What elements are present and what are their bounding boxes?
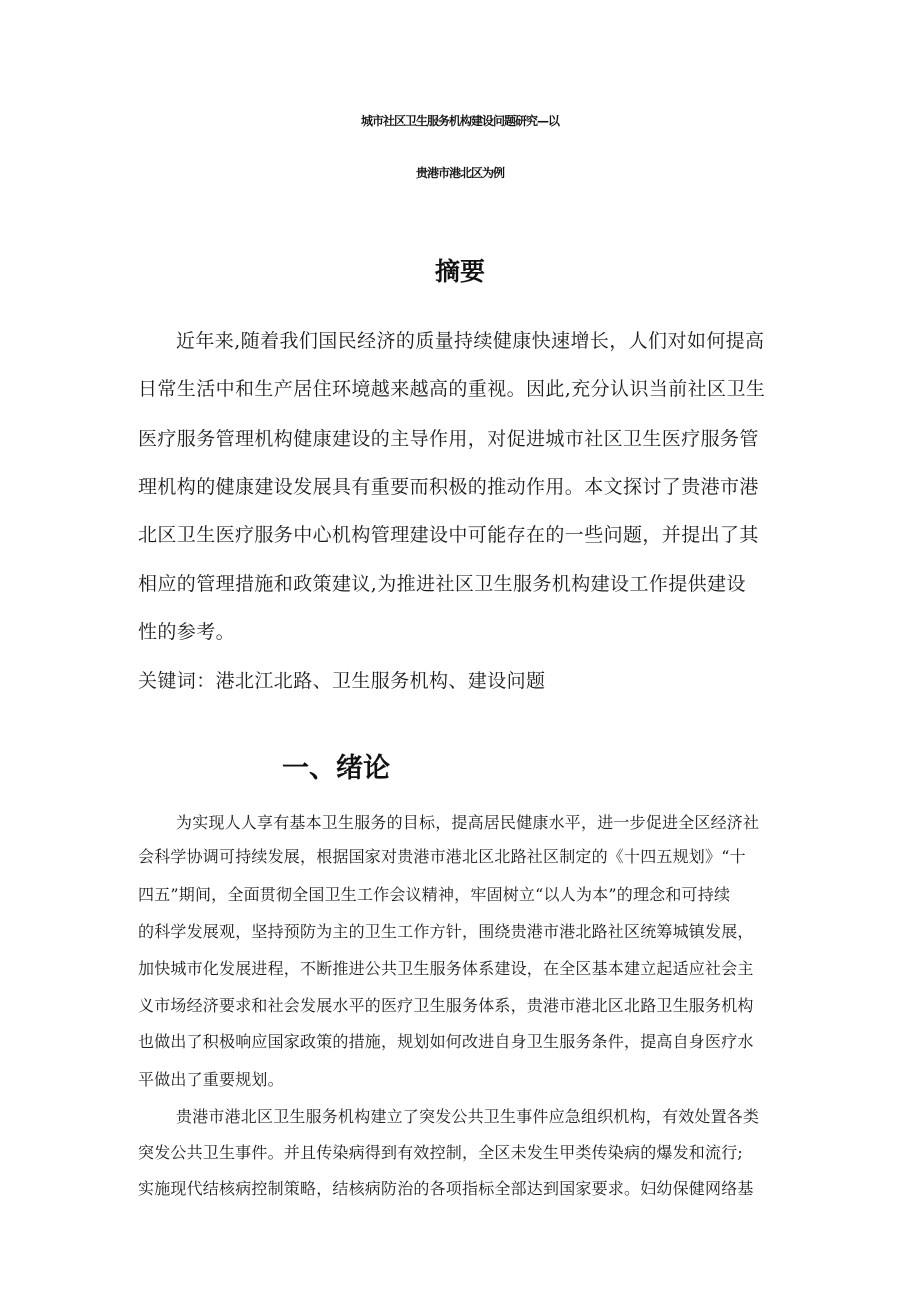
- keywords: 关键词：港北江北路、卫生服务机构、建设问题: [138, 670, 546, 692]
- abstract-line: 近年来,随着我们国民经济的质量持续健康快速增长，人们对如何提高: [176, 330, 765, 352]
- body-line: 贵港市港北区卫生服务机构建立了突发公共卫生事件应急组织机构，有效处置各类: [176, 1107, 760, 1126]
- body-line: 为实现人人享有基本卫生服务的目标，提高居民健康水平，进一步促进全区经济社: [176, 813, 760, 832]
- body-line: 加快城市化发展进程，不断推进公共卫生服务体系建设，在全区基本建立起适应社会主: [138, 959, 754, 978]
- abstract-line: 理机构的健康建设发展具有重要而积极的推动作用。本文探讨了贵港市港: [138, 476, 759, 498]
- body-line: 突发公共卫生事件。并且传染病得到有效控制，全区未发生甲类传染病的爆发和流行;: [138, 1143, 743, 1162]
- abstract-heading: 摘要: [434, 257, 485, 286]
- section-heading-introduction: 一、绪论: [282, 753, 390, 784]
- abstract-line: 性的参考。: [138, 621, 236, 643]
- body-line: 的科学发展观，坚持预防为主的卫生工作方针，围绕贵港市港北路社区统筹城镇发展，: [138, 922, 754, 941]
- body-line: 会科学协调可持续发展，根据国家对贵港市港北区北路社区制定的《十四五规划》“十: [138, 847, 746, 866]
- body-line: 也做出了积极响应国家政策的措施，规划如何改进自身卫生服务条件，提高自身医疗水: [138, 1032, 754, 1051]
- document-title-line-2: 贵港市港北区为例: [415, 166, 504, 180]
- body-line: 平做出了重要规划。: [138, 1070, 284, 1089]
- body-line: 四五”期间，全面贯彻全国卫生工作会议精神，牢固树立“以人为本”的理念和可持续: [138, 885, 731, 904]
- body-line: 义市场经济要求和社会发展水平的医疗卫生服务体系，贵港市港北区北路卫生服务机构: [138, 996, 754, 1015]
- abstract-line: 医疗服务管理机构健康建设的主导作用，对促进城市社区卫生医疗服务管: [138, 428, 759, 450]
- abstract-line: 相应的管理措施和政策建议,为推进社区卫生服务机构建设工作提供建设: [138, 573, 746, 595]
- abstract-line: 北区卫生医疗服务中心机构管理建设中可能存在的一些问题，并提出了其: [138, 524, 759, 546]
- body-line: 实施现代结核病控制策略，结核病防治的各项指标全部达到国家要求。妇幼保健网络基: [138, 1179, 754, 1198]
- abstract-line: 日常生活中和生产居住环境越来越高的重视。因此,充分认识当前社区卫生: [138, 378, 766, 400]
- document-title-line-1: 城市社区卫生服务机构建设问题研究—以: [360, 114, 559, 128]
